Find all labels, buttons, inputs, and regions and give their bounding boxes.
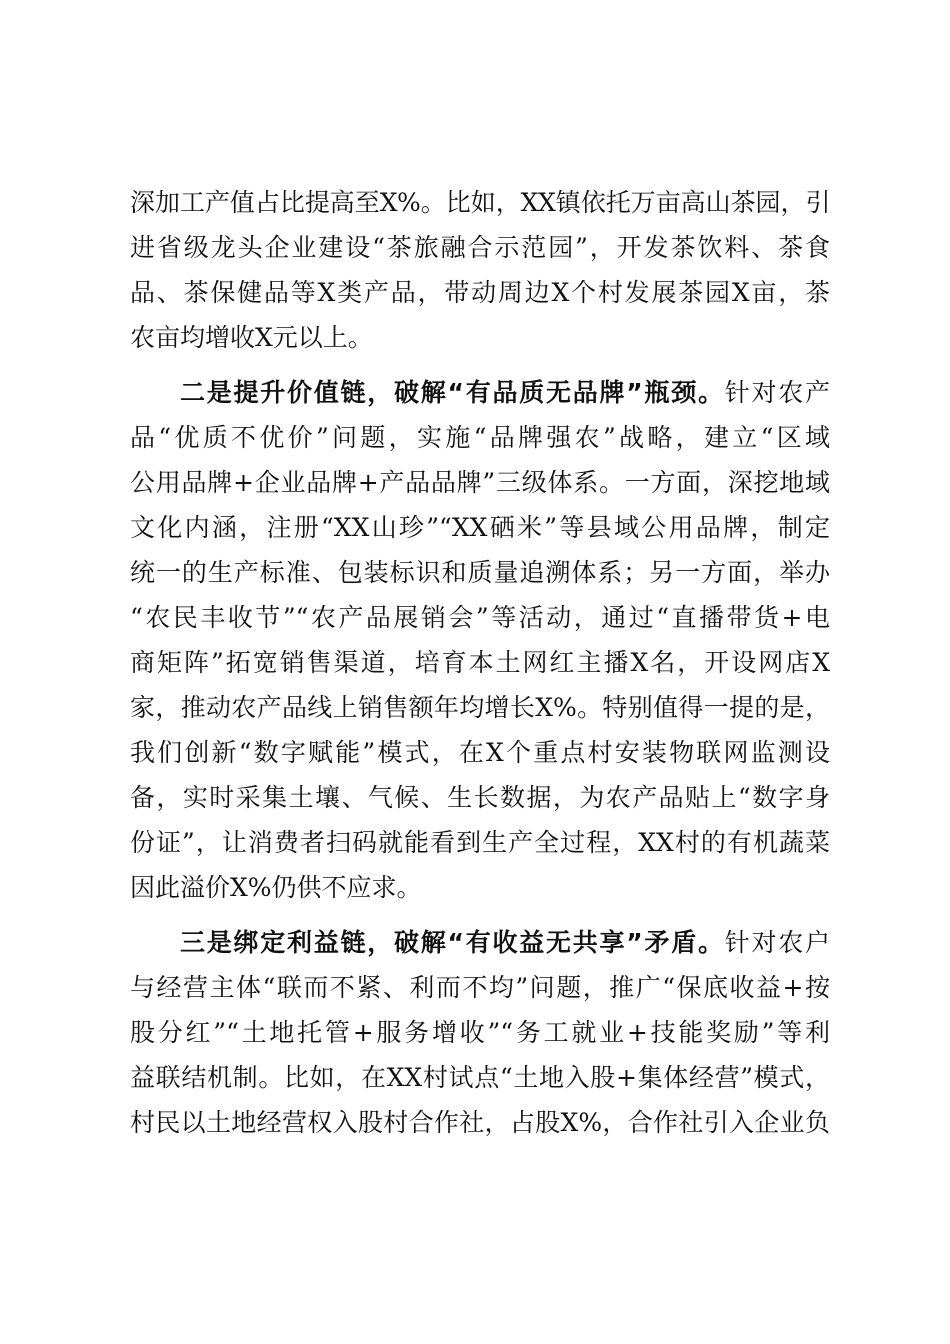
text-line: 股分红”“土地托管+服务增收”“务工就业+技能奖励”等利	[130, 1018, 830, 1047]
paragraph-lead-line	[180, 373, 830, 413]
paragraph-heading: 三是绑定利益链，破解“有收益无共享”矛盾。	[180, 928, 725, 957]
text-line: 品、茶保健品等X类产品，带动周边X个村发展茶园X亩，茶	[130, 278, 830, 307]
paragraph-lead-text: 针对农户	[724, 928, 830, 957]
text-line: 农亩均增收X元以上。	[130, 323, 373, 352]
text-line: 商矩阵”拓宽销售渠道，培育本土网红主播X名，开设网店X	[130, 648, 830, 677]
text-line: 份证”，让消费者扫码就能看到生产全过程，XX村的有机蔬菜	[130, 828, 830, 857]
text-line: 深加工产值占比提高至X%。比如，XX镇依托万亩高山茶园，引	[130, 188, 830, 217]
text-line: 家，推动农产品线上销售额年均增长X%。特别值得一提的是，	[130, 693, 830, 722]
text-line: 品“优质不优价”问题，实施“品牌强农”战略，建立“区域	[130, 423, 830, 452]
text-line: 统一的生产标准、包装标识和质量追溯体系；另一方面，举办	[130, 558, 830, 587]
text-line: 进省级龙头企业建设“茶旅融合示范园”，开发茶饮料、茶食	[130, 233, 830, 262]
paragraph-lead-text: 针对农产	[724, 378, 830, 407]
paragraph-lead-line	[180, 923, 830, 963]
text-line: 村民以土地经营权入股村合作社，占股X%，合作社引入企业负	[130, 1108, 830, 1137]
text-line: 文化内涵，注册“XX山珍”“XX硒米”等县域公用品牌，制定	[130, 513, 830, 542]
text-line: 与经营主体“联而不紧、利而不均”问题，推广“保底收益+按	[130, 973, 830, 1002]
text-line: “农民丰收节”“农产品展销会”等活动，通过“直播带货+电	[130, 603, 830, 632]
text-line: 我们创新“数字赋能”模式，在X个重点村安装物联网监测设	[130, 738, 830, 767]
paragraph-heading: 二是提升价值链，破解“有品质无品牌”瓶颈。	[180, 378, 725, 407]
text-line: 备，实时采集土壤、气候、生长数据，为农产品贴上“数字身	[130, 783, 830, 812]
text-line: 因此溢价X%仍供不应求。	[130, 873, 422, 902]
text-line: 益联结机制。比如，在XX村试点“土地入股+集体经营”模式，	[130, 1063, 830, 1092]
text-line: 公用品牌+企业品牌+产品品牌”三级体系。一方面，深挖地域	[130, 468, 830, 497]
